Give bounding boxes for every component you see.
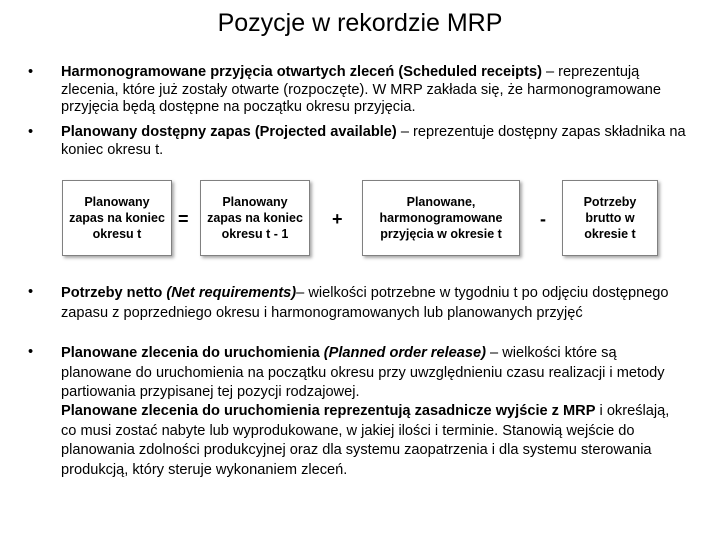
term-net-requirements: Potrzeby netto (61, 285, 167, 301)
bullet-marker: • (28, 64, 34, 80)
definition-net-requirements: – wielkości potrzebne w tygodniu t po odjęciu dostępnego zapasu z poprzedniego okresu i harmonogramowanych lub planowanych przyjęć (61, 285, 669, 321)
bullet-text (61, 124, 686, 159)
bullet-marker: • (28, 124, 34, 140)
term-scheduled-receipts: Harmonogramowane przyjęcia otwartych zleceń (Scheduled receipts) (61, 64, 542, 80)
bullet-marker: • (28, 284, 34, 300)
definition-scheduled-receipts: – reprezentują zlecenia, które już zostały otwarte (rozpoczęte). W MRP zakłada się, że harmonogramowane przyjęcia będą dostępne na początku okresu przyjęcia. (61, 64, 661, 115)
page-title: Pozycje w rekordzie MRP (217, 9, 503, 37)
formula-box-scheduled-receipts: Planowane, harmonogramowane przyjęcia w okresie t (362, 180, 520, 256)
minus-sign: - (540, 209, 546, 229)
bullet-text (61, 64, 686, 117)
definition-projected-available: – reprezentuje dostępny zapas składnika na koniec okresu t. (61, 124, 686, 158)
bullet-net-requirements (28, 284, 678, 344)
term-planned-order-release: Planowane zlecenia do uruchomienia (61, 345, 324, 361)
bullet-text (61, 344, 686, 403)
term-planned-order-release-en: (Planned order release) (323, 345, 486, 361)
formula-box-projected-t: Planowany zapas na koniec okresu t (62, 180, 172, 256)
bullet-planned-order-release (28, 344, 678, 404)
closing-paragraph (61, 402, 686, 480)
bullet-marker: • (28, 344, 34, 360)
plus-sign: + (332, 209, 343, 229)
formula-box-projected-t-minus-1: Planowany zapas na koniec okresu t - 1 (200, 180, 310, 256)
equals-sign: = (178, 209, 189, 229)
bullet-text (61, 284, 686, 323)
closing-bold: Planowane zlecenia do uruchomienia reprezentują zasadnicze wyjście z MRP (61, 403, 596, 419)
term-net-requirements-en: (Net requirements) (166, 285, 297, 301)
closing-text: i określają, co musi zostać nabyte lub wyprodukowane, w jakiej ilości i terminie. Stanowią wejście do planowania zdolności produkcyjnej oraz dla systemu zaopatrzenia i dla systemu sterowania produkcją, który steruje wykonaniem zleceń. (61, 403, 670, 478)
formula-box-gross-requirements: Potrzeby brutto w okresie t (562, 180, 658, 256)
definition-planned-order-release: – wielkości które są planowane do uruchomienia na początku okresu przy uwzględnieniu czasu realizacji i metody partiowania przypisanej tej pozycji rodzajowej. (61, 345, 665, 400)
bullet-projected-available (28, 124, 686, 164)
term-projected-available: Planowany dostępny zapas (Projected available) (61, 124, 397, 140)
